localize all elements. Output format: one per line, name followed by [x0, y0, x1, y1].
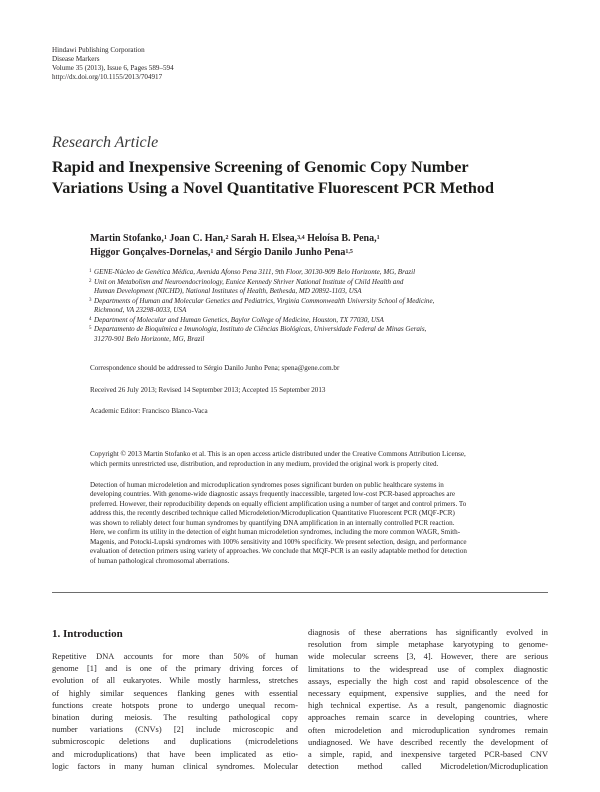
copyright-line: Copyright © 2013 Martin Stofanko et al. This is an open access article distributed under the Creative Commons Attribution License,	[90, 450, 466, 458]
affiliation-number: 5	[89, 326, 92, 332]
affiliation-number: 1	[89, 269, 92, 274]
body-line: assays, especially the high cost and rapid obsolescence of the	[308, 676, 548, 686]
author-name: Sarah H. Elsea,	[231, 233, 298, 244]
body-line: bination during meiosis. The resulting pathological copy	[52, 713, 298, 723]
author-name: and Sérgio Danilo Junho Pena	[215, 247, 346, 258]
affiliation-line: Departments of Human and Molecular Genetics and Pediatrics, Virginia Commonwealth University School of Medicine,	[94, 296, 435, 305]
publisher-name: Hindawi Publishing Corporation	[52, 46, 145, 54]
author-affil-ref: 1	[376, 235, 380, 241]
copyright-notice	[90, 450, 560, 469]
body-line: diagnosis of these aberrations has significantly evolved in	[308, 628, 548, 637]
affiliation-item	[90, 325, 560, 344]
affiliation-line: Department of Molecular and Human Genetics, Baylor College of Medicine, Houston, TX 77030, USA	[94, 315, 384, 324]
abstract-line: developing countries. With genome-wide diagnostic assays frequently inaccessible, targeted low-cost PCR-based approaches are	[90, 490, 456, 499]
abstract-line: address this, the recently described technique called Microdeletion/Microduplication Quantitative Fluorescent PCR (MQF-PCR)	[90, 509, 455, 518]
affiliation-number: 3	[89, 297, 92, 303]
body-line: detection method called Microdeletion/Microduplication	[308, 762, 548, 772]
author-name: Heloísa B. Pena,	[307, 233, 377, 244]
affiliation-line: Unit on Metabolism and Neuroendocrinology, Eunice Kennedy Shriver National Institute of Child Health and	[94, 277, 404, 286]
affiliation-item	[90, 297, 560, 316]
body-line: approaches remain scarce in developing countries, where	[308, 713, 548, 723]
volume-info: Volume 35 (2013), Issue 6, Pages 589–594	[52, 63, 174, 72]
author-name: Martin Stofanko,	[90, 233, 164, 244]
author-line	[90, 246, 380, 260]
body-line: high technical expertise. As a result, pangenomic diagnostic	[308, 701, 548, 711]
section-heading: 1. Introduction	[52, 628, 123, 640]
abstract-line: Here, we confirm its utility in the detection of eight human microdeletion syndromes, including the more common WAGR, Smith-	[90, 528, 461, 537]
author-affil-ref: 1	[163, 235, 167, 241]
body-line: and microduplications) that have been implicated as etio-	[52, 749, 298, 759]
author-name: Higgor Gonçalves-Dornelas,	[90, 247, 211, 258]
body-line: functions create hotspots prone to undergo unequal recom-	[52, 700, 298, 710]
abstract-line: preferred. However, their reproducibility depends on equally efficient amplification using a number of target and control primers. To	[90, 499, 467, 508]
body-line: submicroscopic deletions and duplications (microdeletions	[52, 737, 298, 747]
abstract-line: evaluation of detection primers using variety of approaches. We conclude that MQF-PCR is an easily adaptable method for detection	[90, 547, 467, 556]
title-line: Variations Using a Novel Quantitative Fluorescent PCR Method	[52, 179, 494, 197]
abstract-line: was shown to reliably detect four human syndromes by quantifying DNA amplification in an internally controlled PCR reaction.	[90, 518, 455, 527]
affiliation-line: Departamento de Bioquímica e Imunologia, Instituto de Ciências Biológicas, Universidade Federal de Minas Gerais,	[94, 325, 427, 334]
affiliation-number: 4	[89, 316, 92, 322]
abstract-line: Magenis, and Potocki-Lupski syndromes with 100% sensitivity and 100% specificity. We present selection, design, and performance	[90, 537, 467, 546]
author-list	[90, 232, 380, 260]
body-line: undiagnosed. We have described recently the development of	[308, 737, 548, 747]
body-line: evolution of all eukaryotes. While mostly harmless, stretches	[52, 676, 298, 686]
body-line: wide molecular screens [3, 4]. However, there are serious	[308, 652, 548, 662]
journal-header	[52, 46, 174, 82]
body-line: logic factors in many human clinical syndromes. Molecular	[52, 761, 298, 771]
affiliation-list	[90, 268, 560, 344]
affiliation-line: Richmond, VA 23298-0033, USA	[94, 306, 187, 315]
abstract-line: of human pathological chromosomal aberrations.	[90, 556, 230, 565]
body-line: of highly similar sequences flanking genes with essential	[52, 688, 298, 698]
doi-link[interactable]: http://dx.doi.org/10.1155/2013/704917	[52, 72, 163, 81]
author-affil-ref: 3,4	[297, 235, 305, 241]
body-line: a simple, rapid, and inexpensive targeted PCR-based CNV	[308, 750, 548, 760]
affiliation-line: Human Development (NICHD), National Institutes of Health, Bethesda, MD 20892-1103, USA	[94, 287, 362, 296]
section-divider	[52, 592, 548, 593]
abstract	[90, 481, 560, 566]
body-column-right	[308, 627, 548, 773]
author-line	[90, 232, 380, 246]
journal-name: Disease Markers	[52, 54, 100, 63]
affiliation-number: 2	[89, 278, 92, 284]
article-type: Research Article	[52, 134, 159, 151]
body-line: necessary equipment, expensive supplies, and the need for	[308, 689, 548, 699]
affiliation-item	[90, 268, 560, 278]
copyright-line: which permits unrestricted use, distribution, and reproduction in any medium, provided the original work is properly cited.	[90, 459, 439, 468]
correspondence: Correspondence should be addressed to Sérgio Danilo Junho Pena; spena@gene.com.br	[90, 364, 340, 372]
affiliation-line: 31270-901 Belo Horizonte, MG, Brazil	[94, 334, 205, 343]
article-dates: Received 26 July 2013; Revised 14 September 2013; Accepted 15 September 2013	[90, 386, 326, 394]
body-line: limitations to the widespread use of complex diagnostic	[308, 664, 548, 674]
body-line: often microdeletion and microduplication syndromes remain	[308, 725, 548, 735]
title-line: Rapid and Inexpensive Screening of Genomic Copy Number	[52, 158, 469, 176]
author-name: Joan C. Han,	[169, 233, 226, 244]
affiliation-item	[90, 316, 560, 326]
academic-editor: Academic Editor: Francisco Blanco-Vaca	[90, 407, 208, 415]
abstract-line: Detection of human microdeletion and microduplication syndromes poses significant burden on public healthcare systems in	[90, 481, 444, 489]
body-line: resolution from simple metaphase karyotyping to genome-	[308, 640, 548, 650]
author-affil-ref: 1,5	[345, 249, 353, 255]
body-line: number variations (CNVs) [2] include microscopic and	[52, 725, 298, 735]
author-affil-ref: 1	[210, 249, 214, 255]
author-affil-ref: 2	[225, 235, 229, 241]
affiliation-item	[90, 278, 560, 297]
article-title	[52, 157, 562, 199]
body-line: genome [1] and is one of the primary driving forces of	[52, 664, 298, 674]
body-column-left	[52, 651, 298, 773]
affiliation-line: GENE-Núcleo de Genética Médica, Avenida Afonso Pena 3111, 9th Floor, 30130-909 Belo Horizonte, MG, Brazil	[94, 268, 416, 276]
body-line: Repetitive DNA accounts for more than 50% of human	[52, 652, 298, 661]
